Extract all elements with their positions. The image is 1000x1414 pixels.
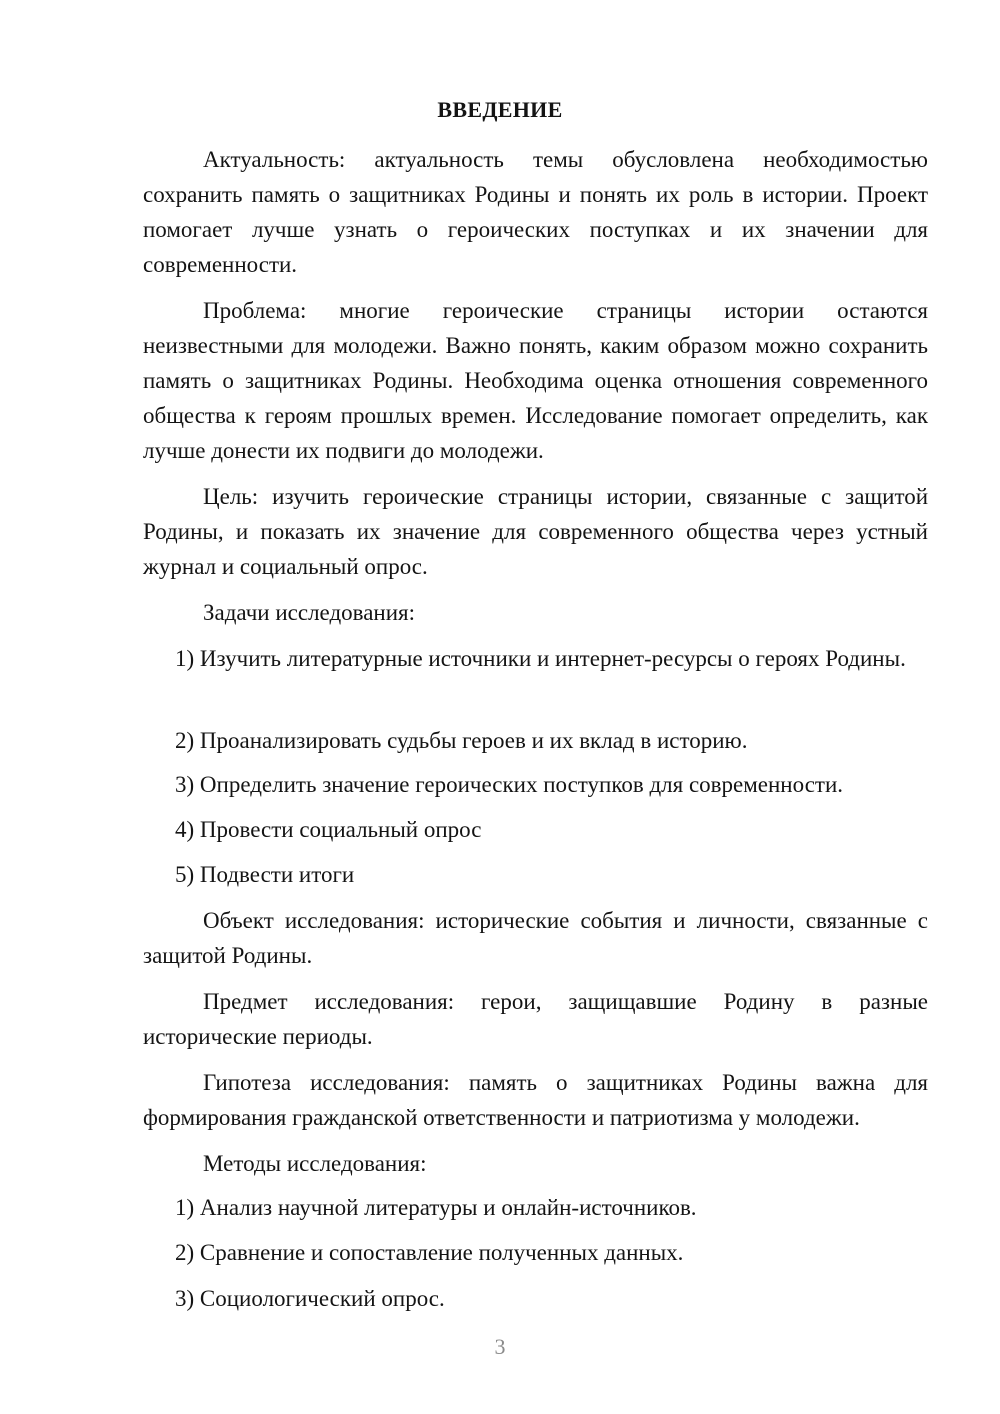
section-title: ВВЕДЕНИЕ: [437, 97, 563, 122]
methods-heading: Методы исследования:: [203, 1151, 427, 1176]
task-item: 1) Изучить литературные источники и интернет-ресурсы о героях Родины.: [175, 646, 906, 671]
task-item: 4) Провести социальный опрос: [175, 817, 482, 842]
task-item: 3) Определить значение героических поступков для современности.: [175, 772, 844, 797]
goal-paragraph: Цель: изучить героические страницы истории, связанные с защитой Родины, и показать их значение для современного общества через устный журнал и социальный опрос.: [143, 484, 928, 579]
page-number: 3: [494, 1334, 506, 1359]
method-item: 2) Сравнение и сопоставление полученных данных.: [175, 1240, 684, 1265]
relevance-paragraph: Актуальность: актуальность темы обусловлена необходимостью сохранить память о защитниках Родины и понять их роль в истории. Проект помогает лучше узнать о героических поступках и их значении для современности.: [143, 147, 928, 277]
object-paragraph: Объект исследования: исторические события и личности, связанные с защитой Родины.: [143, 908, 928, 968]
hypothesis-paragraph: Гипотеза исследования: память о защитниках Родины важна для формирования гражданской ответственности и патриотизма у молодежи.: [143, 1070, 928, 1130]
method-item: 3) Социологический опрос.: [175, 1286, 445, 1311]
tasks-heading: Задачи исследования:: [203, 600, 416, 625]
problem-paragraph: Проблема: многие героические страницы истории остаются неизвестными для молодежи. Важно понять, каким образом можно сохранить память о защитниках Родины. Необходима оценка отношения современного общества к героям прошлых времен. Исследование помогает определить, как лучше донести их подвиги до молодежи.: [143, 298, 928, 463]
task-item: 5) Подвести итоги: [175, 862, 355, 887]
task-item: 2) Проанализировать судьбы героев и их вклад в историю.: [175, 728, 748, 753]
subject-paragraph: Предмет исследования: герои, защищавшие Родину в разные исторические периоды.: [143, 989, 928, 1049]
method-item: 1) Анализ научной литературы и онлайн-источников.: [175, 1195, 697, 1220]
